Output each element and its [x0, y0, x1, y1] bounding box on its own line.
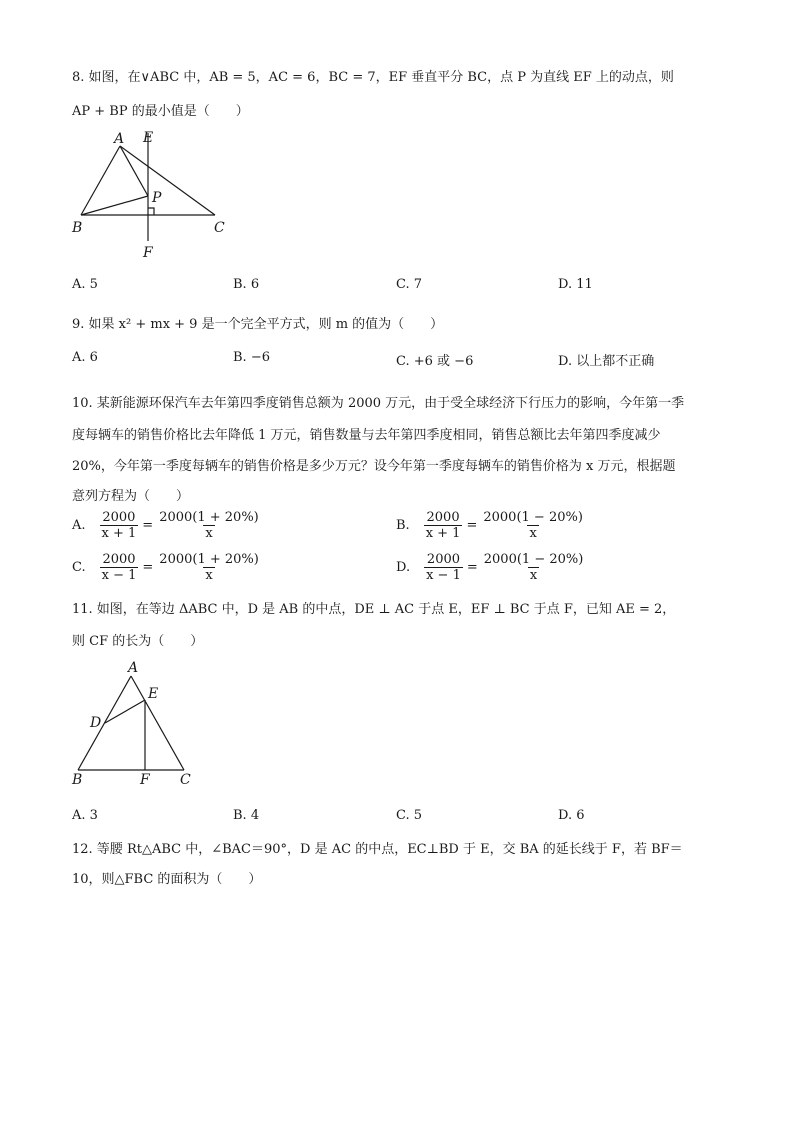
- q8-option-d: D. 11: [558, 277, 593, 292]
- q11-option-a: A. 3: [72, 808, 98, 823]
- q11-label-e: E: [148, 686, 159, 702]
- q8-label-b: B: [72, 220, 83, 236]
- q10-option-b: B. $\frac{2000}{x + 1}$ = $\frac{2000(1 - 20\%)}{x}$: [396, 510, 583, 541]
- q8-label-f: F: [143, 245, 153, 261]
- q10-stem-line4: 意列方程为（ ）: [72, 489, 190, 504]
- q10-stem-line2: 度每辆车的销售价格比去年降低 1 万元，销售数量与去年第四季度相同，销售总额比去年第四季度减少: [72, 428, 661, 443]
- q11-label-f: F: [140, 772, 150, 788]
- q11-label-c: C: [180, 772, 191, 788]
- q9-option-c: C. +6 或 −6: [396, 354, 474, 369]
- q8-option-a: A. 5: [72, 277, 98, 292]
- q11-label-d: D: [90, 715, 102, 731]
- q11-stem-line2: 则 CF 的长为（ ）: [72, 634, 204, 649]
- q11-figure: [68, 658, 208, 793]
- q11-label-b: B: [72, 772, 83, 788]
- q12-stem-line1: 12. 等腰 Rt△ABC 中，∠BAC＝90°，D 是 AC 的中点，EC⊥BD 于 E，交 BA 的延长线于 F，若 BF＝: [72, 842, 683, 857]
- q8-segment-ac: [120, 146, 215, 215]
- q10-option-a: A. $\frac{2000}{x + 1}$ = $\frac{2000(1 + 20\%)}{x}$: [72, 510, 259, 541]
- q11-option-c: C. 5: [396, 808, 423, 823]
- q9-option-b: B. −6: [233, 350, 270, 365]
- q9-option-d: D. 以上都不正确: [558, 354, 655, 369]
- q8-figure: [68, 128, 238, 263]
- q8-segment-ap: [120, 146, 148, 196]
- q10-option-c: C. $\frac{2000}{x - 1}$ = $\frac{2000(1 + 20\%)}{x}$: [72, 552, 259, 583]
- q8-stem-line2: AP + BP 的最小值是（ ）: [72, 104, 249, 119]
- q10-option-d: D. $\frac{2000}{x - 1}$ = $\frac{2000(1 - 20\%)}{x}$: [396, 552, 584, 583]
- q8-segment-bp: [81, 196, 148, 215]
- q8-segment-ab: [81, 146, 120, 215]
- q8-stem-line1: 8. 如图，在∨ABC 中，AB = 5，AC = 6，BC = 7，EF 垂直平分 BC，点 P 为直线 EF 上的动点，则: [72, 70, 674, 85]
- q10-stem-line1: 10. 某新能源环保汽车去年第四季度销售总额为 2000 万元，由于受全球经济下行压力的影响，今年第一季: [72, 396, 685, 411]
- q10-stem-line3: 20%，今年第一季度每辆车的销售价格是多少万元？设今年第一季度每辆车的销售价格为 x 万元，根据题: [72, 459, 676, 474]
- q8-label-a: A: [114, 131, 125, 147]
- q8-right-angle-mark: [148, 208, 154, 215]
- q9-stem: 9. 如果 x² + mx + 9 是一个完全平方式，则 m 的值为（ ）: [72, 317, 444, 332]
- q9-option-a: A. 6: [72, 350, 98, 365]
- q8-label-c: C: [214, 220, 225, 236]
- q8-option-c: C. 7: [396, 277, 423, 292]
- q11-segment-ab: [78, 676, 131, 770]
- q11-stem-line1: 11. 如图，在等边 ΔABC 中，D 是 AB 的中点，DE ⊥ AC 于点 E，EF ⊥ BC 于点 F，已知 AE = 2，: [72, 602, 676, 617]
- q11-label-a: A: [128, 660, 139, 676]
- q11-option-d: D. 6: [558, 808, 585, 823]
- q8-option-b: B. 6: [233, 277, 260, 292]
- q12-stem-line2: 10，则△FBC 的面积为（ ）: [72, 872, 262, 887]
- q11-option-b: B. 4: [233, 808, 260, 823]
- q8-label-p: P: [152, 190, 162, 206]
- q8-label-e: E: [143, 130, 154, 146]
